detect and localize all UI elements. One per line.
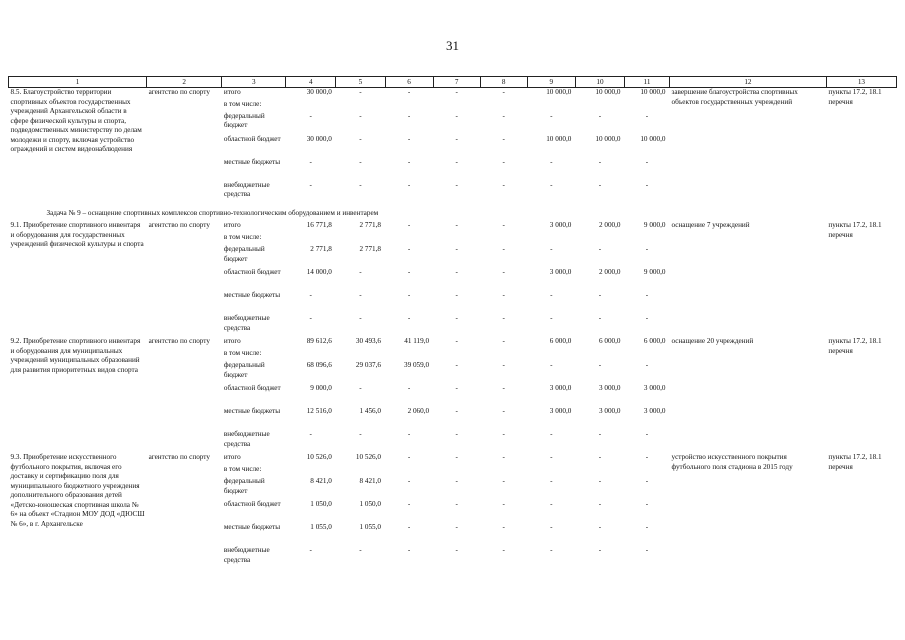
amount-cell: - bbox=[502, 111, 505, 120]
amount-cell: - bbox=[598, 453, 602, 461]
amount-cell bbox=[286, 349, 336, 361]
funding-source: местные бюджеты bbox=[223, 407, 281, 415]
amount-cell: - bbox=[598, 477, 602, 485]
amount-cell: 10 000,0 bbox=[640, 134, 666, 143]
amount-cell: 3 000,0 bbox=[549, 407, 572, 415]
amount-cell: - bbox=[502, 245, 505, 253]
amount-cell bbox=[286, 233, 336, 245]
amount-cell: - bbox=[455, 111, 458, 120]
page-number: 31 bbox=[446, 38, 459, 53]
amount-cell: 30 000,0 bbox=[306, 134, 332, 143]
amount-cell: - bbox=[407, 546, 411, 554]
amount-cell: 30 000,0 bbox=[306, 88, 332, 96]
funding-source: федеральный бюджет bbox=[223, 361, 265, 379]
amount-cell: - bbox=[359, 291, 362, 299]
funding-source: итого bbox=[223, 453, 241, 461]
amount-cell: 14 000,0 bbox=[306, 268, 332, 276]
amount-cell: 16 771,8 bbox=[306, 221, 332, 229]
amount-cell: 3 000,0 bbox=[598, 407, 621, 415]
amount-cell: - bbox=[645, 111, 649, 120]
amount-cell: - bbox=[309, 546, 312, 554]
amount-cell: - bbox=[407, 430, 411, 438]
amount-cell: - bbox=[455, 180, 458, 189]
table-body bbox=[9, 77, 897, 570]
amount-cell: 2 771,8 bbox=[310, 245, 332, 253]
amount-cell bbox=[480, 100, 527, 112]
measure-description: 9.2. Приобретение спортивного инвентаря и оборудования для муниципальных учреждений муниципальных образований для развития приоритетных видов спорта bbox=[10, 337, 141, 374]
amount-cell: - bbox=[550, 157, 553, 166]
amount-cell bbox=[385, 349, 433, 361]
header-cell: 8 bbox=[480, 77, 527, 88]
reference-points: пункты 17.2, 18.1 перечня bbox=[828, 337, 882, 355]
amount-cell: - bbox=[455, 88, 458, 96]
amount-cell: - bbox=[407, 453, 411, 461]
reference-points: пункты 17.2, 18.1 перечня bbox=[828, 88, 882, 106]
funding-source: в том числе: bbox=[223, 465, 262, 473]
amount-cell bbox=[336, 100, 385, 112]
reference-points: пункты 17.2, 18.1 перечня bbox=[828, 453, 882, 471]
amount-cell bbox=[625, 465, 670, 477]
amount-cell bbox=[433, 100, 480, 112]
amount-cell: 2 771,8 bbox=[359, 221, 382, 229]
table-row bbox=[9, 337, 897, 349]
amount-cell: - bbox=[598, 500, 602, 508]
amount-cell: - bbox=[407, 523, 411, 531]
amount-cell: 89 612,6 bbox=[306, 337, 332, 345]
amount-cell: - bbox=[359, 88, 362, 96]
amount-cell bbox=[625, 233, 670, 245]
amount-cell: - bbox=[502, 361, 505, 369]
amount-cell: - bbox=[502, 134, 505, 143]
expected-result: устройство искусственного покрытия футбольного поля стадиона в 2015 году bbox=[671, 453, 793, 471]
program-table bbox=[8, 76, 897, 569]
amount-cell: - bbox=[502, 268, 505, 276]
amount-cell: - bbox=[550, 453, 553, 461]
amount-cell: 3 000,0 bbox=[643, 384, 666, 392]
table-row bbox=[9, 221, 897, 233]
funding-source: в том числе: bbox=[223, 99, 262, 108]
amount-cell: - bbox=[455, 523, 458, 531]
table-row bbox=[9, 453, 897, 465]
header-cell: 3 bbox=[222, 77, 286, 88]
funding-source: областной бюджет bbox=[223, 500, 281, 508]
amount-cell: 3 000,0 bbox=[643, 407, 666, 415]
amount-cell: - bbox=[407, 291, 411, 299]
header-cell: 5 bbox=[336, 77, 385, 88]
amount-cell: 3 000,0 bbox=[598, 384, 621, 392]
header-cell: 12 bbox=[669, 77, 826, 88]
executor-cell: агентство по спорту bbox=[148, 453, 210, 461]
amount-cell: - bbox=[309, 180, 312, 189]
column-number-header bbox=[9, 77, 897, 88]
amount-cell: - bbox=[455, 430, 458, 438]
amount-cell: 9 000,0 bbox=[310, 384, 332, 392]
reference-points: пункты 17.2, 18.1 перечня bbox=[828, 221, 882, 239]
amount-cell: - bbox=[407, 245, 411, 253]
funding-source: местные бюджеты bbox=[223, 523, 281, 531]
header-cell: 4 bbox=[286, 77, 336, 88]
header-cell: 1 bbox=[9, 77, 147, 88]
amount-cell: 3 000,0 bbox=[549, 384, 572, 392]
amount-cell: 10 000,0 bbox=[546, 88, 572, 96]
amount-cell: 10 000,0 bbox=[546, 134, 572, 143]
amount-cell: - bbox=[598, 291, 602, 299]
funding-source: федеральный бюджет bbox=[223, 111, 265, 129]
amount-cell: - bbox=[502, 500, 505, 508]
header-cell: 10 bbox=[575, 77, 624, 88]
funding-source: федеральный бюджет bbox=[223, 477, 265, 495]
amount-cell: - bbox=[550, 245, 553, 253]
amount-cell: - bbox=[455, 384, 458, 392]
amount-cell: - bbox=[598, 111, 602, 120]
funding-source: местные бюджеты bbox=[223, 291, 281, 299]
header-cell: 13 bbox=[826, 77, 896, 88]
amount-cell: - bbox=[407, 88, 411, 96]
amount-cell bbox=[385, 233, 433, 245]
amount-cell: - bbox=[407, 134, 411, 143]
amount-cell: 9 000,0 bbox=[643, 221, 666, 229]
amount-cell: 6 000,0 bbox=[643, 337, 666, 345]
amount-cell bbox=[286, 100, 336, 112]
funding-source: внебюджетные средства bbox=[223, 546, 270, 564]
amount-cell bbox=[527, 100, 575, 112]
amount-cell: - bbox=[407, 268, 411, 276]
funding-source: областной бюджет bbox=[223, 134, 281, 143]
measure-description: 9.1. Приобретение спортивного инвентаря и оборудования для государственных учреждений физической культуры и спорта bbox=[10, 221, 144, 248]
amount-cell: - bbox=[550, 430, 553, 438]
header-cell: 9 bbox=[527, 77, 575, 88]
amount-cell: - bbox=[309, 314, 312, 322]
amount-cell: - bbox=[502, 88, 505, 96]
amount-cell bbox=[625, 100, 670, 112]
amount-cell: - bbox=[645, 245, 649, 253]
amount-cell: - bbox=[550, 314, 553, 322]
amount-cell bbox=[625, 349, 670, 361]
amount-cell: - bbox=[550, 180, 553, 189]
header-cell: 11 bbox=[625, 77, 670, 88]
amount-cell: 1 055,0 bbox=[359, 523, 382, 531]
table-row bbox=[9, 88, 897, 100]
amount-cell: 41 119,0 bbox=[404, 337, 430, 345]
funding-source: итого bbox=[223, 221, 241, 229]
amount-cell: - bbox=[598, 361, 602, 369]
amount-cell: - bbox=[598, 314, 602, 322]
amount-cell: - bbox=[645, 430, 649, 438]
amount-cell: 29 037,6 bbox=[355, 361, 382, 369]
amount-cell: - bbox=[455, 245, 458, 253]
amount-cell: - bbox=[309, 111, 312, 120]
amount-cell: - bbox=[502, 337, 505, 345]
amount-cell bbox=[575, 465, 624, 477]
amount-cell bbox=[575, 233, 624, 245]
amount-cell bbox=[527, 349, 575, 361]
amount-cell: 10 000,0 bbox=[640, 88, 666, 96]
amount-cell: - bbox=[550, 500, 553, 508]
amount-cell: - bbox=[645, 546, 649, 554]
amount-cell: - bbox=[598, 157, 602, 166]
amount-cell: - bbox=[407, 314, 411, 322]
amount-cell: - bbox=[502, 384, 505, 392]
amount-cell: - bbox=[309, 291, 312, 299]
amount-cell bbox=[575, 100, 624, 112]
amount-cell: - bbox=[550, 546, 553, 554]
amount-cell: - bbox=[502, 407, 505, 415]
amount-cell: 12 516,0 bbox=[306, 407, 332, 415]
amount-cell: - bbox=[455, 268, 458, 276]
funding-source: итого bbox=[223, 88, 241, 96]
amount-cell: - bbox=[550, 111, 553, 120]
amount-cell: 8 421,0 bbox=[310, 477, 332, 485]
header-cell: 7 bbox=[433, 77, 480, 88]
header-cell: 6 bbox=[385, 77, 433, 88]
amount-cell: - bbox=[359, 268, 362, 276]
expected-result: оснащение 7 учреждений bbox=[671, 221, 750, 229]
expected-result: завершение благоустройства спортивных объектов государственных учреждений bbox=[671, 88, 798, 106]
amount-cell: - bbox=[598, 180, 602, 189]
expected-result: оснащение 20 учреждений bbox=[671, 337, 754, 345]
amount-cell: - bbox=[645, 453, 649, 461]
amount-cell: - bbox=[455, 361, 458, 369]
amount-cell: - bbox=[455, 221, 458, 229]
amount-cell: - bbox=[502, 314, 505, 322]
amount-cell: - bbox=[407, 157, 411, 166]
amount-cell bbox=[480, 233, 527, 245]
amount-cell: 2 771,8 bbox=[359, 245, 382, 253]
amount-cell: - bbox=[407, 221, 411, 229]
amount-cell: 10 000,0 bbox=[595, 88, 621, 96]
amount-cell bbox=[336, 233, 385, 245]
amount-cell: 10 526,0 bbox=[306, 453, 332, 461]
amount-cell: 39 059,0 bbox=[403, 361, 430, 369]
amount-cell: - bbox=[645, 291, 649, 299]
funding-source: областной бюджет bbox=[223, 268, 281, 276]
amount-cell: - bbox=[455, 291, 458, 299]
amount-cell: - bbox=[598, 245, 602, 253]
amount-cell bbox=[575, 349, 624, 361]
amount-cell bbox=[336, 465, 385, 477]
amount-cell: 1 050,0 bbox=[310, 500, 332, 508]
amount-cell: - bbox=[598, 430, 602, 438]
amount-cell: - bbox=[455, 134, 458, 143]
amount-cell: 3 000,0 bbox=[549, 268, 572, 276]
task-row bbox=[9, 204, 897, 222]
amount-cell bbox=[480, 465, 527, 477]
funding-source: федеральный бюджет bbox=[223, 245, 265, 263]
funding-source: областной бюджет bbox=[223, 384, 281, 392]
amount-cell bbox=[336, 349, 385, 361]
amount-cell: 1 456,0 bbox=[359, 407, 382, 415]
executor-cell: агентство по спорту bbox=[148, 221, 210, 229]
amount-cell: - bbox=[502, 430, 505, 438]
executor-cell: агентство по спорту bbox=[148, 337, 210, 345]
amount-cell bbox=[480, 349, 527, 361]
amount-cell: 30 493,6 bbox=[355, 337, 382, 345]
amount-cell: 10 526,0 bbox=[355, 453, 382, 461]
funding-source: в том числе: bbox=[223, 233, 262, 241]
amount-cell: - bbox=[359, 157, 362, 166]
amount-cell: - bbox=[645, 500, 649, 508]
amount-cell bbox=[433, 465, 480, 477]
amount-cell: - bbox=[359, 314, 362, 322]
amount-cell: - bbox=[550, 361, 553, 369]
funding-source: внебюджетные средства bbox=[223, 180, 270, 198]
amount-cell bbox=[433, 349, 480, 361]
measure-description: 9.3. Приобретение искусственного футбольного покрытия, включая его доставку и сертификацию поля для муниципального бюджетного учреждения дополнительного образования детей «Детско-юношеская спортивная школа № 6» на объект «Стадион МОУ ДОД «ДЮСШ № 6», в г. Архангельске bbox=[10, 453, 145, 528]
amount-cell: - bbox=[645, 523, 649, 531]
amount-cell: - bbox=[359, 384, 362, 392]
amount-cell: - bbox=[455, 407, 458, 415]
amount-cell: - bbox=[455, 477, 458, 485]
amount-cell: - bbox=[455, 453, 458, 461]
amount-cell: - bbox=[359, 180, 362, 189]
amount-cell: - bbox=[407, 384, 411, 392]
amount-cell: - bbox=[645, 314, 649, 322]
amount-cell bbox=[385, 100, 433, 112]
amount-cell bbox=[433, 233, 480, 245]
amount-cell: - bbox=[407, 111, 411, 120]
amount-cell: 10 000,0 bbox=[595, 134, 621, 143]
amount-cell bbox=[385, 465, 433, 477]
amount-cell: - bbox=[598, 523, 602, 531]
amount-cell: 2 000,0 bbox=[598, 268, 621, 276]
amount-cell: - bbox=[359, 111, 362, 120]
amount-cell: 1 050,0 bbox=[359, 500, 382, 508]
amount-cell: - bbox=[645, 361, 649, 369]
amount-cell: 2 060,0 bbox=[407, 407, 430, 415]
header-cell: 2 bbox=[147, 77, 222, 88]
amount-cell: - bbox=[502, 221, 505, 229]
amount-cell: - bbox=[645, 180, 649, 189]
amount-cell: - bbox=[550, 523, 553, 531]
funding-source: внебюджетные средства bbox=[223, 314, 270, 332]
amount-cell: 9 000,0 bbox=[643, 268, 666, 276]
amount-cell: 6 000,0 bbox=[598, 337, 621, 345]
amount-cell: - bbox=[502, 477, 505, 485]
amount-cell bbox=[527, 233, 575, 245]
amount-cell: - bbox=[455, 314, 458, 322]
amount-cell: - bbox=[455, 546, 458, 554]
executor-cell: агентство по спорту bbox=[148, 88, 210, 96]
amount-cell: - bbox=[359, 134, 362, 143]
amount-cell bbox=[527, 465, 575, 477]
measure-description: 8.5. Благоустройство территории спортивных объектов государственных учреждений Архангельской области в сфере физической культуры и спорта, подведомственных министерству по делам молодежи и спорту, включая устройство ограждений и систем видеонаблюдения bbox=[10, 88, 142, 153]
funding-source: в том числе: bbox=[223, 349, 262, 357]
funding-source: итого bbox=[223, 337, 241, 345]
amount-cell: - bbox=[502, 453, 505, 461]
amount-cell: - bbox=[645, 157, 649, 166]
amount-cell: - bbox=[502, 291, 505, 299]
amount-cell: - bbox=[502, 523, 505, 531]
amount-cell: - bbox=[455, 500, 458, 508]
funding-source: местные бюджеты bbox=[223, 157, 281, 166]
amount-cell bbox=[286, 465, 336, 477]
amount-cell: 68 096,6 bbox=[306, 361, 332, 369]
amount-cell: - bbox=[309, 157, 312, 166]
amount-cell: - bbox=[455, 337, 458, 345]
amount-cell: - bbox=[502, 546, 505, 554]
amount-cell: - bbox=[550, 291, 553, 299]
amount-cell: - bbox=[550, 477, 553, 485]
amount-cell: - bbox=[407, 477, 411, 485]
amount-cell: - bbox=[502, 180, 505, 189]
amount-cell: - bbox=[359, 546, 362, 554]
amount-cell: - bbox=[645, 477, 649, 485]
amount-cell: 6 000,0 bbox=[549, 337, 572, 345]
amount-cell: - bbox=[455, 157, 458, 166]
amount-cell: - bbox=[359, 430, 362, 438]
amount-cell: - bbox=[309, 430, 312, 438]
funding-source: внебюджетные средства bbox=[223, 430, 270, 448]
task-title: Задача № 9 – оснащение спортивных комплексов спортивно-технологическим оборудованием и инвентарем bbox=[46, 208, 379, 217]
amount-cell: - bbox=[502, 157, 505, 166]
amount-cell: - bbox=[407, 180, 411, 189]
amount-cell: 1 055,0 bbox=[310, 523, 332, 531]
amount-cell: 2 000,0 bbox=[598, 221, 621, 229]
amount-cell: 3 000,0 bbox=[549, 221, 572, 229]
amount-cell: - bbox=[407, 500, 411, 508]
amount-cell: - bbox=[598, 546, 602, 554]
amount-cell: 8 421,0 bbox=[359, 477, 382, 485]
